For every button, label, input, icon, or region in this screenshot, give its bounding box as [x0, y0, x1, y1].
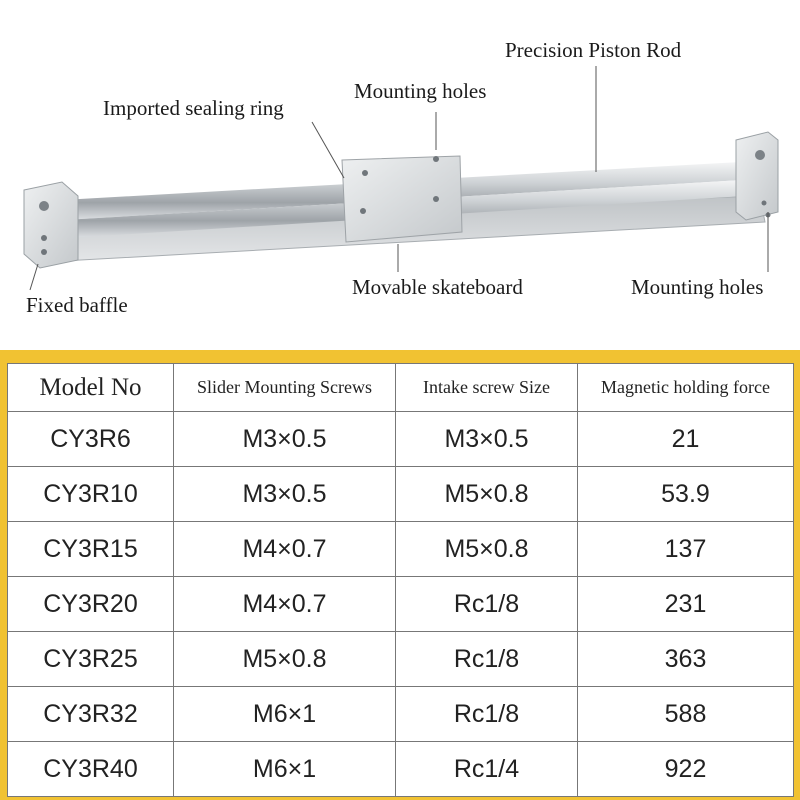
cell-slider-screws: M6×1 [174, 687, 396, 742]
cell-model: CY3R10 [8, 467, 174, 522]
mounting-hole-icon [360, 208, 366, 214]
cell-model: CY3R15 [8, 522, 174, 577]
cell-holding-force: 137 [578, 522, 794, 577]
spec-table-frame [0, 350, 800, 800]
table-row [8, 632, 794, 687]
hole-icon [41, 235, 47, 241]
cell-slider-screws: M3×0.5 [174, 412, 396, 467]
cell-intake-size: Rc1/8 [396, 577, 578, 632]
leader-line-fixed-baffle [30, 264, 38, 290]
table-row [8, 467, 794, 522]
callout-precision-piston-rod: Precision Piston Rod [505, 38, 682, 62]
cell-intake-size: M3×0.5 [396, 412, 578, 467]
screw-icon [755, 150, 765, 160]
product-illustration [0, 0, 800, 350]
cell-model: CY3R20 [8, 577, 174, 632]
cell-holding-force: 231 [578, 577, 794, 632]
cell-model: CY3R32 [8, 687, 174, 742]
callout-mounting-holes-top: Mounting holes [354, 79, 487, 103]
cell-intake-size: M5×0.8 [396, 522, 578, 577]
cell-model: CY3R40 [8, 742, 174, 797]
callout-movable-skateboard: Movable skateboard [352, 275, 523, 299]
mounting-hole-icon [433, 156, 439, 162]
cell-intake-size: Rc1/8 [396, 687, 578, 742]
header-magnetic-holding-force: Magnetic holding force [578, 364, 794, 412]
table-row [8, 412, 794, 467]
hole-icon [762, 201, 767, 206]
cell-slider-screws: M6×1 [174, 742, 396, 797]
cell-slider-screws: M4×0.7 [174, 522, 396, 577]
table-header-row [8, 364, 794, 412]
cell-model: CY3R6 [8, 412, 174, 467]
header-slider-mounting-screws: Slider Mounting Screws [174, 364, 396, 412]
cell-holding-force: 53.9 [578, 467, 794, 522]
mounting-hole-icon [433, 196, 439, 202]
mounting-hole-icon [362, 170, 368, 176]
callout-mounting-holes-right: Mounting holes [631, 275, 764, 299]
cell-holding-force: 363 [578, 632, 794, 687]
cell-model: CY3R25 [8, 632, 174, 687]
header-intake-screw-size: Intake screw Size [396, 364, 578, 412]
fixed-baffle-left [24, 182, 78, 268]
hole-icon [41, 249, 47, 255]
cell-intake-size: M5×0.8 [396, 467, 578, 522]
cell-holding-force: 922 [578, 742, 794, 797]
spec-table [7, 363, 794, 797]
cell-intake-size: Rc1/4 [396, 742, 578, 797]
table-row [8, 522, 794, 577]
table-row [8, 687, 794, 742]
callout-fixed-baffle: Fixed baffle [26, 293, 128, 317]
cell-slider-screws: M5×0.8 [174, 632, 396, 687]
movable-skateboard-slider [342, 156, 462, 242]
cell-slider-screws: M4×0.7 [174, 577, 396, 632]
cell-intake-size: Rc1/8 [396, 632, 578, 687]
header-model-no: Model No [8, 364, 174, 412]
cell-holding-force: 21 [578, 412, 794, 467]
leader-line-sealing-ring [312, 122, 344, 178]
screw-icon [39, 201, 49, 211]
cell-slider-screws: M3×0.5 [174, 467, 396, 522]
table-row [8, 742, 794, 797]
table-row [8, 577, 794, 632]
callout-imported-sealing-ring: Imported sealing ring [103, 96, 284, 120]
cell-holding-force: 588 [578, 687, 794, 742]
end-block-right [736, 132, 778, 220]
